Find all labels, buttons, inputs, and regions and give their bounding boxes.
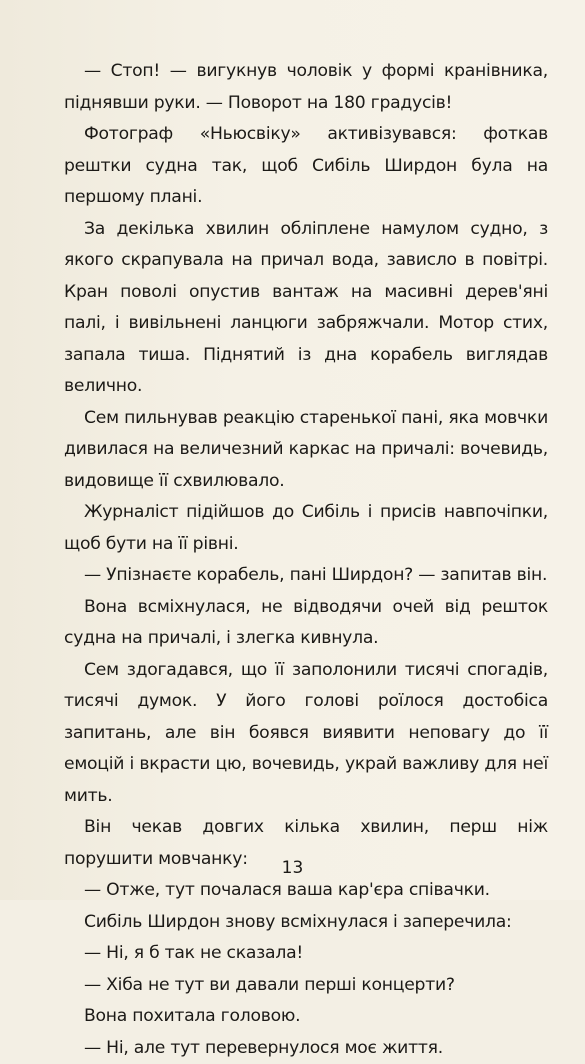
paragraph: За декілька хвилин обліплене намулом судно, з якого скрапувала на причал вода, зависло в повітрі. Кран поволі опустив вантаж на масивні дерев'яні палі, і вивільнені ланцюги забряжчали. Мотор стих, запала тиша. Піднятий із дна корабель виглядав велично. xyxy=(64,214,548,403)
paragraph: Він чекав довгих кілька хвилин, перш ніж порушити мовчанку: xyxy=(64,812,548,875)
paragraph: Журналіст підійшов до Сибіль і присів навпочіпки, щоб бути на її рівні. xyxy=(64,497,548,560)
paragraph: — Хіба не тут ви давали перші концерти? xyxy=(64,970,548,1002)
paragraph: — Ні, але тут перевернулося моє життя. xyxy=(64,1033,548,1064)
paragraph: Вона похитала головою. xyxy=(64,1001,548,1033)
paragraph: — Ні, я б так не сказала! xyxy=(64,938,548,970)
paragraph: — Отже, тут почалася ваша кар'єра співачки. xyxy=(64,875,548,907)
paragraph: Сем пильнував реакцію старенької пані, яка мовчки дивилася на величезний каркас на причалі: вочевидь, видовище її схвилювало. xyxy=(64,403,548,498)
paragraph: — Стоп! — вигукнув чоловік у формі кранівника, піднявши руки. — Поворот на 180 градусів! xyxy=(64,56,548,119)
paragraph: Фотограф «Ньюсвіку» активізувався: фоткав рештки судна так, щоб Сибіль Ширдон була на першому плані. xyxy=(64,119,548,214)
paragraph: Сем здогадався, що її заполонили тисячі спогадів, тисячі думок. У його голові роїлося достобіса запитань, але він боявся виявити неповагу до її емоцій і вкрасти цю, вочевидь, украй важливу для неї мить. xyxy=(64,655,548,813)
paragraph: — Упізнаєте корабель, пані Ширдон? — запитав він. xyxy=(64,560,548,592)
paragraph: Вона всміхнулася, не відводячи очей від решток судна на причалі, і злегка кивнула. xyxy=(64,592,548,655)
text-body xyxy=(64,56,548,1064)
page-number: 13 xyxy=(0,858,585,878)
paragraph: Сибіль Ширдон знову всміхнулася і заперечила: xyxy=(64,907,548,939)
